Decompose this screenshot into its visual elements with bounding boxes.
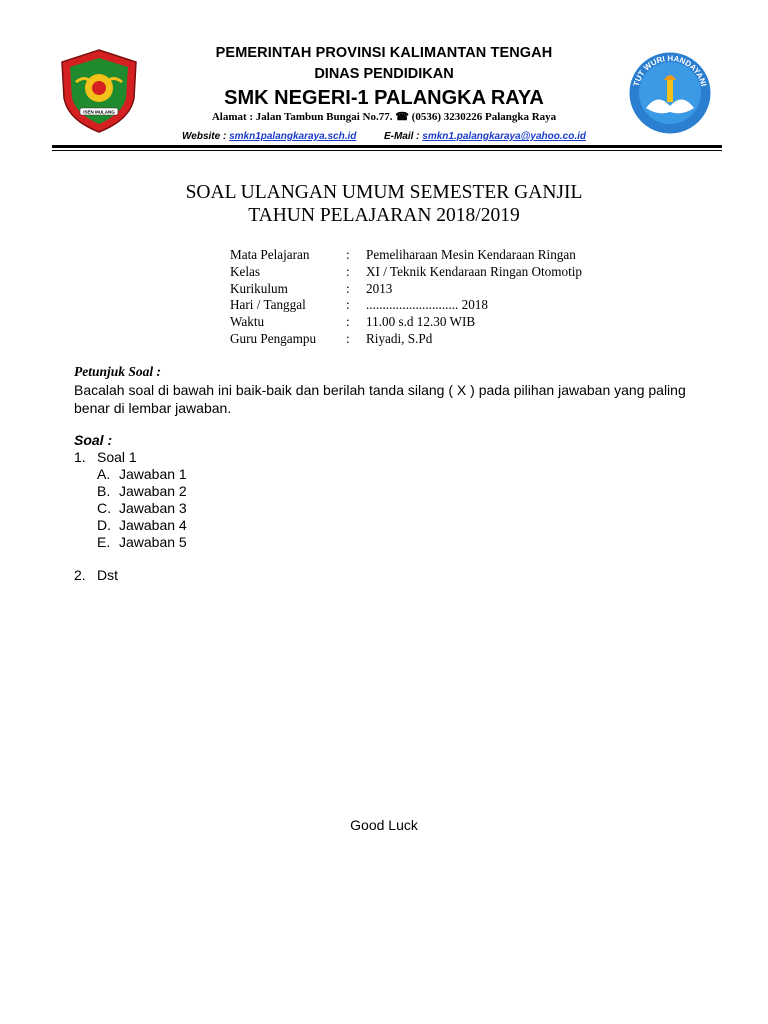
phone-icon: ☎ — [395, 111, 409, 123]
info-colon: : — [346, 330, 350, 346]
option-text: Jawaban 5 — [119, 534, 187, 550]
letterhead-province: PEMERINTAH PROVINSI KALIMANTAN TENGAH — [215, 45, 553, 61]
answer-option — [97, 500, 187, 517]
question-text: Soal 1 — [97, 449, 137, 465]
answer-option — [97, 466, 187, 483]
emblem-motto: ISEN MULANG — [83, 109, 115, 115]
letterhead-address — [0, 110, 768, 123]
info-colon: : — [346, 263, 350, 279]
letterhead-divider-thick — [52, 145, 722, 148]
question-number: 1. — [74, 449, 86, 465]
info-value: XI / Teknik Kendaraan Ringan Otomotip — [366, 263, 583, 279]
instructions-heading: Petunjuk Soal : — [74, 364, 162, 379]
exam-year: TAHUN PELAJARAN 2018/2019 — [248, 205, 520, 226]
info-label: Mata Pelajaran — [230, 247, 310, 262]
question-item — [74, 567, 118, 584]
email-link[interactable]: smkn1.palangkaraya@yahoo.co.id — [422, 131, 586, 142]
email-label: E-Mail : — [383, 131, 420, 142]
option-text: Jawaban 2 — [119, 483, 187, 499]
info-colon: : — [346, 247, 350, 262]
option-letter: C. — [97, 500, 111, 516]
info-label: Waktu — [230, 314, 265, 330]
option-text: Jawaban 4 — [119, 517, 187, 533]
info-colon: : — [346, 297, 350, 313]
question-number: 2. — [74, 567, 86, 583]
tut-wuri-motto: TUT WURI HANDAYANI — [631, 53, 709, 88]
answer-option — [97, 534, 187, 551]
questions-heading: Soal : — [74, 432, 113, 448]
website-link[interactable]: smkn1palangkaraya.sch.id — [229, 131, 357, 142]
option-letter: D. — [97, 517, 111, 533]
letterhead-divider-thin — [52, 150, 722, 151]
info-label: Guru Pengampu — [230, 330, 317, 346]
info-colon: : — [346, 280, 350, 296]
info-value: ............................ 2018 — [366, 297, 488, 313]
answer-option — [97, 517, 187, 534]
exam-title: SOAL ULANGAN UMUM SEMESTER GANJIL — [185, 182, 583, 203]
instructions-body: Bacalah soal di bawah ini baik-baik dan berilah tanda silang ( X ) pada pilihan jawaban yang paling benar di lembar jawaban. — [74, 382, 686, 416]
closing-text: Good Luck — [350, 817, 418, 833]
letterhead-school-name: SMK NEGERI-1 PALANGKA RAYA — [224, 87, 544, 109]
option-text: Jawaban 3 — [119, 500, 187, 516]
info-label: Kelas — [230, 263, 261, 279]
info-value: Pemeliharaan Mesin Kendaraan Ringan — [366, 247, 576, 262]
info-colon: : — [346, 314, 350, 330]
option-letter: E. — [97, 534, 111, 550]
question-item — [74, 449, 137, 466]
address-text: Alamat : Jalan Tambun Bungai No.77. — [211, 111, 393, 123]
info-value: 11.00 s.d 12.30 WIB — [366, 314, 476, 330]
option-letter: B. — [97, 483, 111, 499]
phone-text: (0536) 3230226 Palangka Raya — [411, 111, 557, 123]
option-text: Jawaban 1 — [119, 466, 187, 482]
info-value: Riyadi, S.Pd — [366, 330, 433, 346]
info-label: Kurikulum — [230, 280, 288, 296]
website-label: Website : — [182, 131, 227, 142]
letterhead-contact — [0, 131, 768, 142]
info-label: Hari / Tanggal — [230, 297, 306, 313]
option-letter: A. — [97, 466, 111, 482]
info-value: 2013 — [366, 280, 393, 296]
answer-option — [97, 483, 187, 500]
letterhead-department: DINAS PENDIDIKAN — [314, 66, 454, 82]
question-text: Dst — [97, 567, 118, 583]
